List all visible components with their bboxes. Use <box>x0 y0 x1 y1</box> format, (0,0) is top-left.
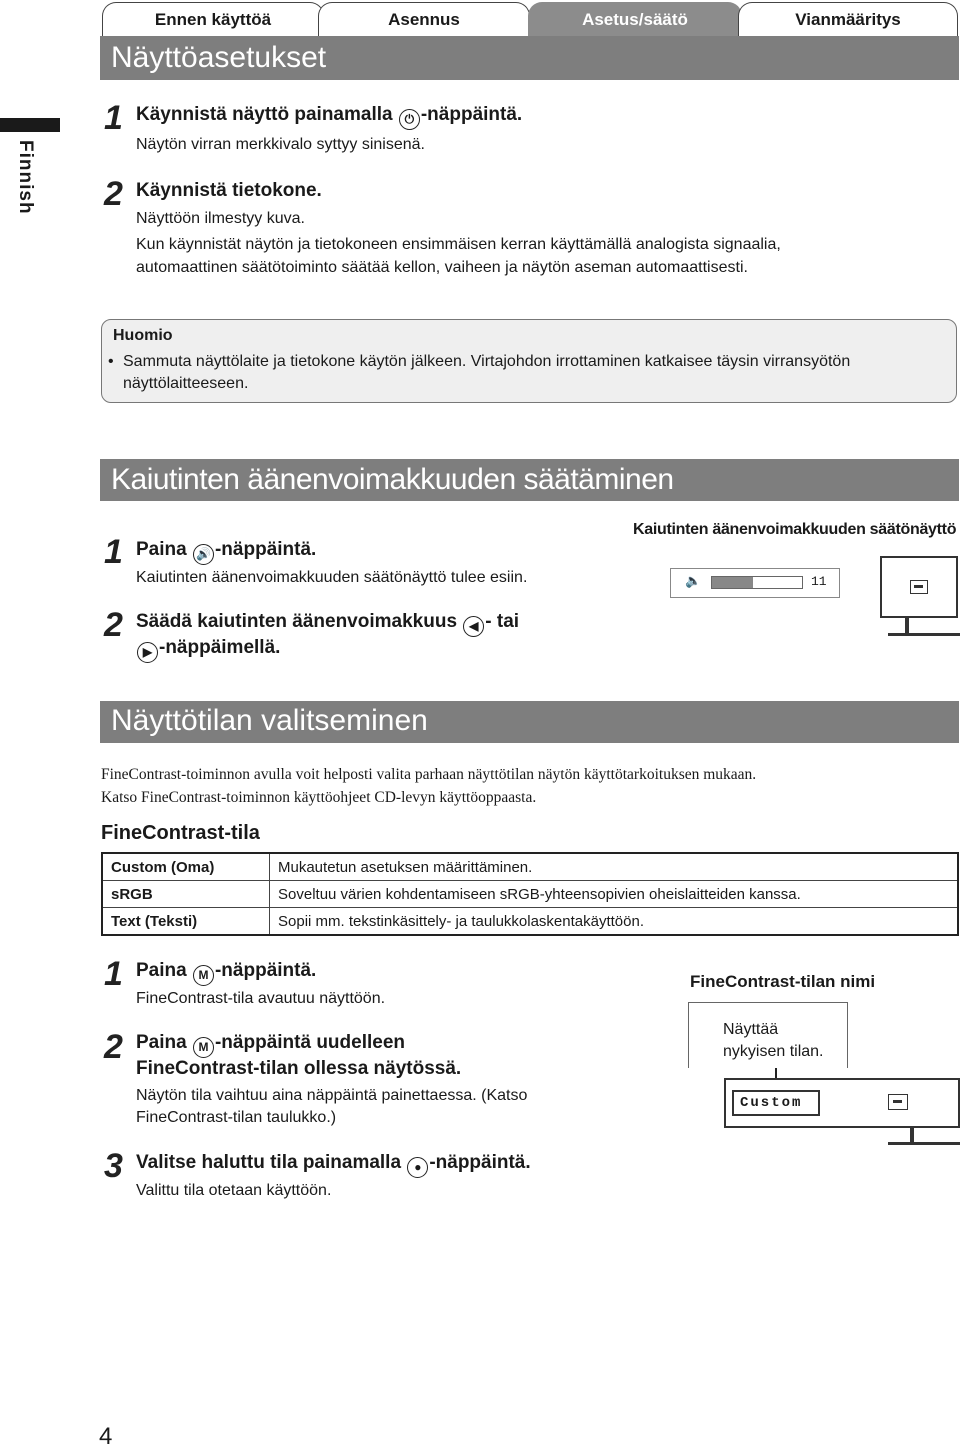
speaker-icon: 🔊 <box>193 544 214 565</box>
step-number: 3 <box>104 1147 123 1185</box>
enter-button-icon: ● <box>407 1157 428 1178</box>
section-header-display-settings <box>100 36 959 80</box>
language-label: Finnish <box>15 140 36 215</box>
left-arrow-icon: ◀ <box>463 616 484 637</box>
step-heading: Paina M -näppäintä uudelleen <box>136 1032 405 1058</box>
mode-cell: Custom (Oma) <box>102 853 270 881</box>
step-text: Näyttöön ilmestyy kuva. <box>136 210 305 227</box>
osd-icon <box>910 580 928 594</box>
tab-installation[interactable]: Asennus <box>318 2 530 36</box>
note-text: Sammuta näyttölaite ja tietokone käytön jälkeen. Virtajohdon irrottaminen katkaisee täysin virransyötön <box>123 353 851 370</box>
step-number: 1 <box>104 533 123 571</box>
step-heading: Valitse haluttu tila painamalla ● -näppäintä. <box>136 1152 531 1178</box>
intro-text: FineContrast-toiminnon avulla voit helposti valita parhaan näyttötilan näytön käyttötarkoituksen mukaan. <box>101 766 757 783</box>
tab-before-use[interactable]: Ennen käyttöä <box>102 2 324 36</box>
step-text: Valittu tila otetaan käyttöön. <box>136 1182 332 1199</box>
step-heading: Käynnistä näyttö painamalla ⏻ -näppäintä. <box>136 104 522 130</box>
step-number: 2 <box>104 1028 123 1066</box>
osd-icon <box>888 1094 908 1110</box>
tab-settings[interactable]: Asetus/säätö <box>528 2 742 36</box>
monitor-stand <box>910 1128 914 1143</box>
note-box <box>101 319 957 403</box>
note-title: Huomio <box>113 327 173 344</box>
step-heading: Säädä kaiutinten äänenvoimakkuus ◀ - tai <box>136 611 519 637</box>
step-text: Näytön tila vaihtuu aina näppäintä painettaessa. (Katso <box>136 1087 528 1104</box>
figure-caption: Kaiutinten äänenvoimakkuuden säätönäyttö <box>633 521 957 538</box>
section-title: Näyttötilan valitseminen <box>111 704 428 737</box>
description-cell: Mukautetun asetuksen määrittäminen. <box>270 853 959 881</box>
monitor-stand <box>905 618 909 634</box>
step-heading: Käynnistä tietokone. <box>136 180 322 201</box>
figure-caption: FineContrast-tilan nimi <box>690 972 876 991</box>
table-row <box>102 853 958 881</box>
monitor-base <box>888 633 960 636</box>
step-heading: ▶ -näppäimellä. <box>136 637 280 663</box>
step-heading: Paina 🔊 -näppäintä. <box>136 539 316 565</box>
description-cell: Sopii mm. tekstinkäsittely- ja taulukkolaskentakäyttöön. <box>270 908 959 936</box>
volume-value: 11 <box>811 574 827 589</box>
step-number: 2 <box>104 175 123 213</box>
section-title: Näyttöasetukset <box>111 41 327 74</box>
volume-bar-fill <box>712 577 753 588</box>
volume-osd <box>670 568 840 598</box>
step-text: FineContrast-tilan taulukko.) <box>136 1109 337 1126</box>
mode-cell: sRGB <box>102 881 270 908</box>
step-text: FineContrast-tila avautuu näyttöön. <box>136 990 386 1007</box>
step-heading: FineContrast-tilan ollessa näytössä. <box>136 1058 462 1079</box>
power-icon: ⏻ <box>399 109 420 130</box>
monitor-illustration <box>880 556 958 618</box>
step-text: Näytön virran merkkivalo syttyy sinisenä. <box>136 136 425 153</box>
mode-button-icon: M <box>193 1037 214 1058</box>
speaker-icon: 🔈 <box>685 573 702 588</box>
table-row <box>102 908 958 936</box>
step-heading: Paina M -näppäintä. <box>136 960 316 986</box>
mode-osd <box>732 1090 820 1116</box>
step-text: automaattinen säätötoiminto säätää kellon, vaiheen ja näytön aseman automaattisesti. <box>136 259 748 276</box>
callout-box <box>688 1002 848 1068</box>
step-text: Kaiutinten äänenvoimakkuuden säätönäyttö tulee esiin. <box>136 569 528 586</box>
description-cell: Soveltuu värien kohdentamiseen sRGB-yhteensopivien oheislaitteiden kanssa. <box>270 881 959 908</box>
table-row <box>102 881 958 908</box>
monitor-base <box>888 1142 960 1145</box>
bullet: • <box>108 353 114 370</box>
page-number: 4 <box>99 1423 113 1450</box>
finecontrast-table <box>101 852 959 936</box>
step-text: Kun käynnistät näytön ja tietokoneen ensimmäisen kerran käyttämällä analogista signaalia, <box>136 236 781 253</box>
subsection-title: FineContrast-tila <box>101 822 260 844</box>
right-arrow-icon: ▶ <box>137 642 158 663</box>
callout-text: Näyttää <box>723 1021 779 1038</box>
step-number: 1 <box>104 99 123 137</box>
mode-name: Custom <box>740 1095 803 1111</box>
mode-button-icon: M <box>193 965 214 986</box>
step-number: 1 <box>104 955 123 993</box>
mode-cell: Text (Teksti) <box>102 908 270 936</box>
intro-text: Katso FineContrast-toiminnon käyttöohjeet CD-levyn käyttöoppaasta. <box>101 789 537 806</box>
volume-bar <box>711 576 803 589</box>
section-header-display-mode <box>100 701 959 743</box>
callout-text: nykyisen tilan. <box>723 1043 824 1060</box>
tab-troubleshooting[interactable]: Vianmääritys <box>738 2 958 36</box>
note-text: näyttölaitteeseen. <box>123 375 249 392</box>
section-title: Kaiutinten äänenvoimakkuuden säätäminen <box>111 463 674 496</box>
section-header-volume <box>100 459 959 501</box>
language-marker <box>0 118 60 132</box>
step-number: 2 <box>104 606 123 644</box>
